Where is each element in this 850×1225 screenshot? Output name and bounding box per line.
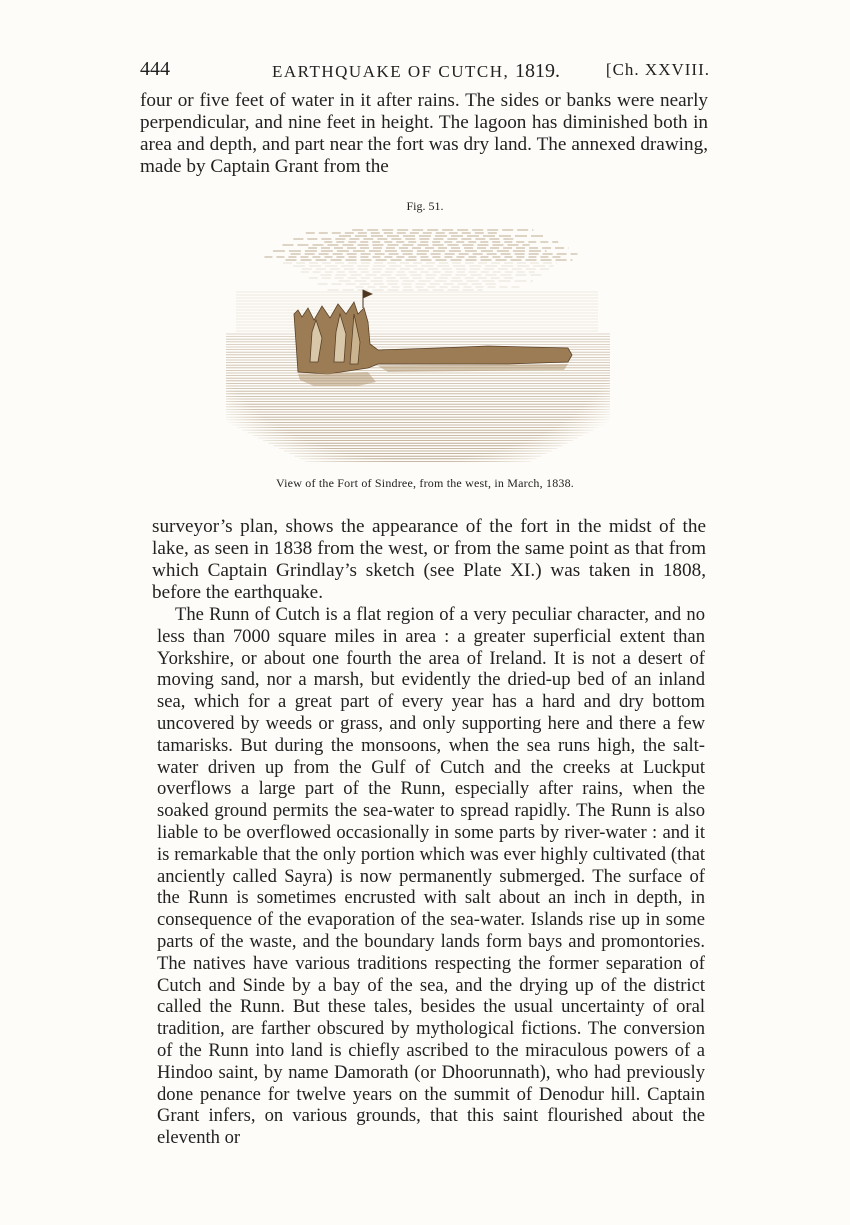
paragraph-1: four or five feet of water in it after rains. The sides or banks were nearly perpendicular, and nine feet in height. The lagoon has diminished both in area and depth, and part near the fort was dry land. The annexed drawing, made by Captain Grant from the — [140, 90, 708, 178]
paragraph-3: The Runn of Cutch is a flat region of a very peculiar character, and no less than 7000 square miles in area : a greater superficial extent than Yorkshire, or about one fourth the area of Ireland. It is not a desert of moving sand, nor a marsh, but evidently the dried-up bed of an inland sea, which for a great part of every year has a hard and dry bottom uncovered by weeds or grass, and only supporting here and there a few tamarisks. But during the monsoons, when the sea runs high, the salt-water driven up from the Gulf of Cutch and the creeks at Luckput overflows a large part of the Runn, especially after rains, when the soaked ground permits the sea-water to spread rapidly. The Runn is also liable to be overflowed occasionally in some parts by river-water : and it is remarkable that the only portion which was ever highly cultivated (that anciently called Sayra) is now permanently submerged. The surface of the Runn is sometimes encrusted with salt about an inch in depth, in consequence of the evaporation of the sea-water. Islands rise up in some parts of the waste, and the boundary lands form bays and promontories. The natives have various traditions respecting the former separation of Cutch and Sinde by a bay of the sea, and the drying up of the district called the Runn. But these tales, besides the usual uncertainty of oral tradition, are farther obscured by mythological fictions. The conversion of the Runn into land is chiefly ascribed to the miraculous powers of a Hindoo saint, by name Damorath (or Dhoorunnath), who had previously done penance for twelve years on the summit of Denodur hill. Captain Grant infers, on various grounds, that this saint flourished about the eleventh or — [157, 604, 705, 1149]
paragraph-2: surveyor’s plan, shows the appearance of the fort in the midst of the lake, as seen in 1838 from the west, or from the same point as that from which Captain Grindlay’s sketch (see Plate XI.) was taken in 1808, before the earthquake. — [152, 516, 706, 604]
figure-label: Fig. 51. — [406, 199, 444, 213]
running-title — [272, 60, 560, 83]
fort-engraving — [218, 222, 616, 470]
figure-caption: View of the Fort of Sindree, from the west, in March, 1838. — [275, 476, 575, 490]
running-header — [140, 58, 710, 88]
running-title-text: EARTHQUAKE OF CUTCH, — [272, 62, 510, 81]
page-number: 444 — [140, 58, 170, 80]
chapter-label: [Ch. XXVIII. — [605, 60, 710, 79]
running-title-year: 1819. — [514, 60, 560, 82]
